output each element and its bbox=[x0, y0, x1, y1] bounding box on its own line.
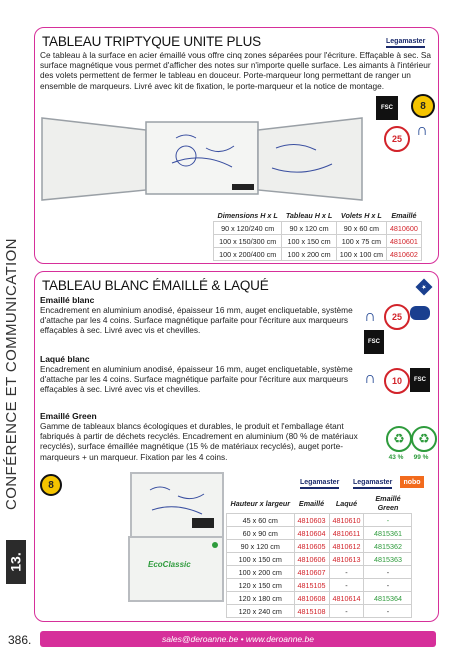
brand-logo: Legamaster bbox=[353, 479, 392, 489]
table-row: 100 x 150 cm 4810606 4810613 4815363 bbox=[227, 553, 412, 566]
magnet-icon: ∩ bbox=[416, 122, 428, 139]
magnet-icon: ∩ bbox=[364, 308, 376, 325]
footer-contact-bar[interactable] bbox=[40, 631, 436, 647]
table-row: 120 x 150 cm 4815105 - - bbox=[227, 579, 412, 592]
emaille-text: Encadrement en aluminium anodisé, épaisseur 16 mm, auget encliquetable, système d'attache par les 4 coins. Surface magnétique parfaite pour l'écriture aux marqueurs effaçables à sec. Livré avec vis et chevilles. bbox=[40, 305, 353, 336]
warranty-8-icon: 8 bbox=[411, 94, 435, 118]
magnet-icon: ∩ bbox=[364, 370, 376, 387]
product-description: Ce tableau à la surface en acier émaillé vous offre cinq zones séparées pour l'écriture. Effaçable à sec. Sa surface magnétique vous permet d'afficher des notes sur n'importe quelle surface. Les aimants à l'intérieur des volets permettent de fermer le tableau en douceur. Porte-marqueur long permettant de ranger un ensemble de marqueurs. Livré avec kit de fixation, le porte-marqueur et la notice de montage. bbox=[40, 50, 431, 91]
marker-icon bbox=[410, 306, 430, 320]
table-row: 90 x 120 cm 4810605 4810612 4815362 bbox=[227, 540, 412, 553]
laque-title: Laqué blanc bbox=[40, 354, 90, 364]
table-row: 90 x 120/240 cm 90 x 120 cm 90 x 60 cm 4810600 bbox=[214, 222, 422, 235]
table-row: 100 x 200/400 cm 100 x 200 cm 100 x 100 cm 4810602 bbox=[214, 248, 422, 261]
ecoclassic-board-image bbox=[128, 536, 224, 602]
table-row: 100 x 200 cm 4810607 - - bbox=[227, 566, 412, 579]
product2-table bbox=[226, 493, 412, 618]
board-label: EcoClassic bbox=[148, 560, 191, 569]
table-row: 100 x 150/300 cm 100 x 150 cm 100 x 75 cm 4810601 bbox=[214, 235, 422, 248]
section-title: CONFÉRENCE ET COMMUNICATION bbox=[3, 238, 20, 510]
star-icon: ★ bbox=[416, 279, 433, 296]
footer-contact[interactable]: sales@deroanne.be • www.deroanne.be bbox=[162, 634, 314, 644]
pct-43-label: 43 % bbox=[388, 453, 404, 461]
emaille-title: Emaillé blanc bbox=[40, 295, 95, 305]
product-title: TABLEAU TRIPTYQUE UNITE PLUS bbox=[42, 34, 261, 49]
page-number: 386. bbox=[8, 633, 32, 647]
laque-text: Encadrement en aluminium anodisé, épaisseur 16 mm, auget encliquetable, système d'attache par les 4 coins. Surface magnétique parfaite pour l'écriture aux marqueurs effaçables à sec. Livré avec vis et chevilles. bbox=[40, 364, 353, 395]
table-header-row: Dimensions H x L Tableau H x L Volets H x L Emaillé bbox=[217, 211, 417, 220]
fsc-icon: FSC bbox=[376, 96, 398, 120]
table-row: 45 x 60 cm 4810603 4810610 - bbox=[227, 514, 412, 527]
leaf-icon bbox=[212, 542, 218, 548]
whiteboard-image bbox=[130, 472, 224, 538]
table-header-row: Hauteur x largeur Emaillé Laqué Emaillé Green bbox=[230, 494, 401, 512]
brand-logo: Legamaster bbox=[300, 479, 339, 489]
warranty-25-icon: 25 bbox=[384, 126, 410, 152]
triptych-board-image bbox=[36, 108, 366, 203]
pct-99-label: 99 % bbox=[413, 453, 429, 461]
nobo-logo: nobo bbox=[400, 476, 424, 488]
chapter-tab: 13. bbox=[6, 540, 26, 584]
table-row: 60 x 90 cm 4810604 4810611 4815361 bbox=[227, 527, 412, 540]
warranty-25-icon: 25 bbox=[384, 304, 410, 330]
green-title: Emaillé Green bbox=[40, 411, 97, 421]
brand-logo: Legamaster bbox=[386, 38, 425, 48]
fsc-icon: FSC bbox=[364, 330, 384, 354]
warranty-8-icon: 8 bbox=[40, 474, 62, 496]
table-row: 120 x 180 cm 4810608 4810614 4815364 bbox=[227, 592, 412, 605]
fsc-icon: FSC bbox=[410, 368, 430, 392]
product1-table bbox=[213, 210, 422, 261]
recycle-icon: ♻ bbox=[411, 426, 437, 452]
leaf-icon: ♻ bbox=[386, 426, 412, 452]
sidebar bbox=[0, 0, 30, 655]
green-text: Gamme de tableaux blancs écologiques et durables, le produit et l'emballage étant fabriqués à partir de déchets recyclés. Encadrement en aluminium (80 % de matériaux recyclés), surface émaillée magnétique (15 % de matériaux recyclés), auget porte-marqueurs + un marqueur. Fixation par les 4 coins. bbox=[40, 421, 358, 462]
table-row: 120 x 240 cm 4815108 - - bbox=[227, 605, 412, 618]
product-title: TABLEAU BLANC ÉMAILLÉ & LAQUÉ bbox=[42, 278, 269, 293]
warranty-10-icon: 10 bbox=[384, 368, 410, 394]
